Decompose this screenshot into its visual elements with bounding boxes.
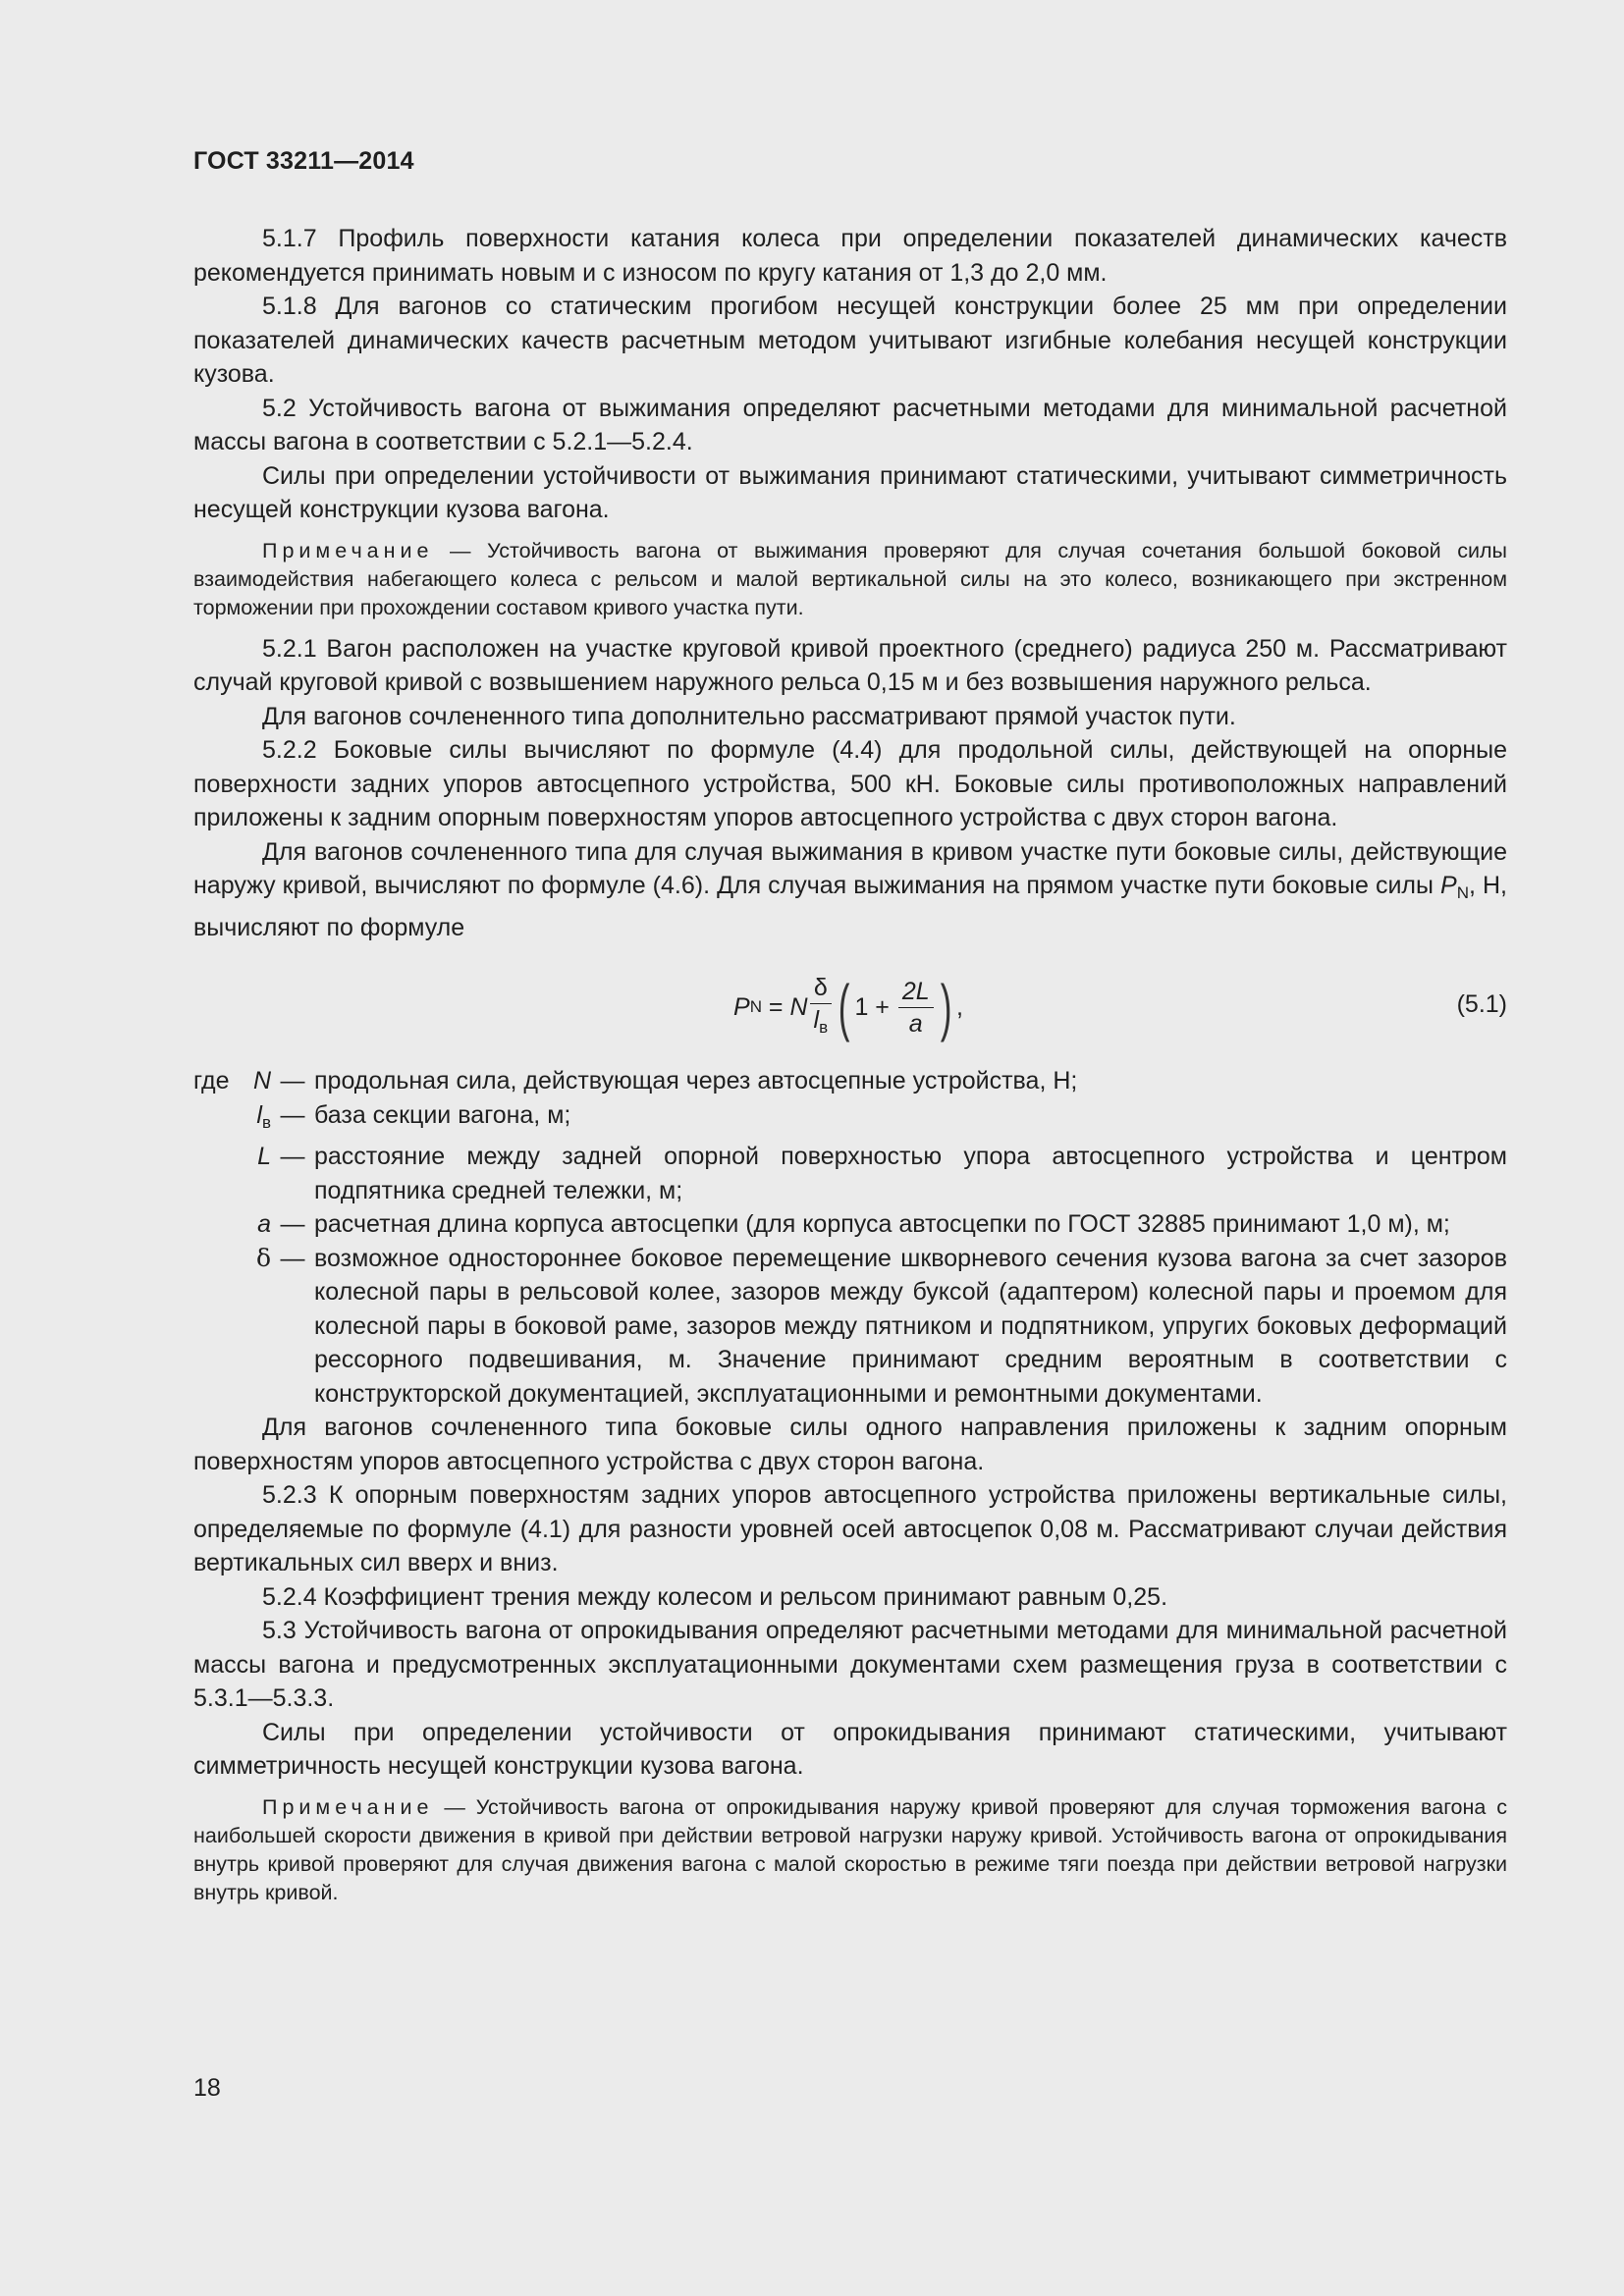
formula-trailing-comma: , bbox=[955, 992, 963, 1021]
where-item bbox=[193, 1064, 1507, 1098]
paragraph-5-1-7: 5.1.7 Профиль поверхности катания колеса при определении показателей динамических качеств рекомендуется принимать новым и с износом по кругу катания от 1,3 до 2,0 мм. bbox=[193, 225, 1507, 287]
paragraph-text-post: , Н, вычисляют по формуле bbox=[193, 872, 1507, 941]
paragraph-5-3: 5.3 Устойчивость вагона от опрокидывания определяют расчетными методами для минимальной расчетной массы вагона и предусмотренных эксплуатационными документами схем размещения груза в соответствии с 5.3.1—5.3.3. bbox=[193, 1617, 1507, 1712]
formula-lhs: P bbox=[733, 992, 750, 1021]
where-text: расчетная длина корпуса автосцепки (для корпуса автосцепки по ГОСТ 32885 принимают 1,0 м), м; bbox=[314, 1210, 1450, 1238]
symbol-l-subscript: в bbox=[819, 1017, 829, 1037]
formula-equals: = bbox=[761, 992, 790, 1021]
page-number: 18 bbox=[193, 2074, 221, 2102]
symbol-l: l bbox=[813, 1005, 820, 1034]
formula-fraction-delta-l bbox=[810, 974, 833, 1041]
paragraph-5-2-4: 5.2.4 Коэффициент трения между колесом и рельсом принимают равным 0,25. bbox=[262, 1582, 1168, 1611]
formula-expression bbox=[733, 958, 963, 1056]
note-2-label: Примечание bbox=[262, 1794, 434, 1819]
paragraph-5-1-8: 5.1.8 Для вагонов со статическим прогибом несущей конструкции более 25 мм при определении показателей динамических качеств расчетным методом учитывают изгибные колебания несущей конструкции кузова. bbox=[193, 293, 1507, 388]
where-item bbox=[193, 1207, 1507, 1242]
where-item bbox=[193, 1098, 1507, 1141]
note-1 bbox=[193, 537, 1507, 622]
where-lead: где bbox=[193, 1067, 230, 1095]
formula-5-1 bbox=[193, 958, 1507, 1056]
where-symbol-subscript: в bbox=[261, 1112, 271, 1132]
fraction-denominator: a bbox=[908, 1009, 923, 1038]
where-text: продольная сила, действующая через автосцепные устройства, Н; bbox=[314, 1067, 1078, 1095]
paragraph-5-2-2-articulated-forces: Для вагонов сочлененного типа боковые силы одного направления приложены к задним опорным поверхностям упоров автосцепного устройства с двух сторон вагона. bbox=[193, 1414, 1507, 1475]
paragraph-5-2-2-articulated bbox=[193, 835, 1507, 945]
document-code-header: ГОСТ 33211—2014 bbox=[193, 147, 414, 175]
where-text: возможное одностороннее боковое перемещение шкворневого сечения кузова вагона за счет зазоров колесной пары в рельсовой колее, зазоров между буксой (адаптером) колесной пары и проемом для колесной пары в боковой раме, зазоров между пятником и подпятником, упругих боковых деформаций рессорного подвешивания, м. Значение принимают средним вероятным в соответствии с конструкторской документацией, эксплуатационными и ремонтными документами. bbox=[314, 1244, 1507, 1408]
formula-fraction-2l-a bbox=[898, 978, 934, 1038]
where-text: база секции вагона, м; bbox=[314, 1100, 571, 1129]
formula-one-plus: 1 + bbox=[854, 992, 896, 1021]
formula-lhs-subscript: N bbox=[749, 996, 762, 1016]
right-parenthesis: ) bbox=[940, 972, 952, 1042]
symbol-subscript: N bbox=[1456, 883, 1469, 902]
where-item bbox=[193, 1140, 1507, 1207]
where-symbol-letter: l bbox=[256, 1100, 262, 1129]
paragraph-text: Для вагонов сочлененного типа для случая выжимания в кривом участке пути боковые силы, действующие наружу кривой, вычисляют по формуле (4.6). Для случая выжимания на прямом участке пути боковые силы bbox=[193, 837, 1507, 899]
left-parenthesis: ( bbox=[838, 972, 850, 1042]
where-symbol: δ bbox=[255, 1243, 271, 1272]
fraction-denominator bbox=[810, 1004, 833, 1041]
note-1-text: — Устойчивость вагона от выжимания проверяют для случая сочетания большой боковой силы взаимодействия набегающего колеса с рельсом и малой вертикальной силы на это колесо, возникающего при экстренном торможении при прохождении составом кривого участка пути. bbox=[193, 538, 1507, 619]
where-symbol: a bbox=[257, 1210, 271, 1238]
note-2-text: — Устойчивость вагона от опрокидывания наружу кривой проверяют для случая торможения вагона с наибольшей скорости движения в кривой при действии ветровой нагрузки наружу кривой. Устойчивость вагона от опрокидывания внутрь кривой проверяют для случая движения вагона с малой скоростью в режиме тяги поезда при действии ветровой нагрузки внутрь кривой. bbox=[193, 1794, 1507, 1904]
paragraph-5-2-3: 5.2.3 К опорным поверхностям задних упоров автосцепного устройства приложены вертикальные силы, определяемые по формуле (4.1) для разности уровней осей автосцепок 0,08 м. Рассматривают случаи действия вертикальных сил вверх и вниз. bbox=[193, 1481, 1507, 1576]
where-dash: — bbox=[280, 1143, 305, 1170]
paragraph-5-2-forces: Силы при определении устойчивости от выжимания принимают статическими, учитывают симметричность несущей конструкции кузова вагона. bbox=[193, 461, 1507, 523]
where-dash: — bbox=[280, 1100, 305, 1129]
where-symbol bbox=[246, 1098, 271, 1141]
where-dash: — bbox=[280, 1244, 305, 1272]
formula-n: N bbox=[789, 992, 808, 1021]
paragraph-5-3-forces: Силы при определении устойчивости от опрокидывания принимают статическими, учитывают симметричность несущей конструкции кузова вагона. bbox=[193, 1718, 1507, 1780]
where-symbol: L bbox=[257, 1143, 271, 1170]
paragraph-5-2: 5.2 Устойчивость вагона от выжимания определяют расчетными методами для минимальной расчетной массы вагона в соответствии с 5.2.1—5.2.4. bbox=[193, 394, 1507, 455]
where-dash: — bbox=[280, 1210, 305, 1238]
formula-number: (5.1) bbox=[1456, 990, 1507, 1018]
fraction-numerator: 2L bbox=[901, 977, 930, 1005]
fraction-numerator: δ bbox=[813, 973, 828, 1001]
paragraph-5-2-2: 5.2.2 Боковые силы вычисляют по формуле (4.4) для продольной силы, действующей на опорные поверхности задних упоров автосцепного устройства, 500 кН. Боковые силы противоположных направлений приложены к задним опорным поверхностям упоров автосцепного устройства с двух сторон вагона. bbox=[193, 736, 1507, 831]
paragraph-5-2-1: 5.2.1 Вагон расположен на участке круговой кривой проектного (среднего) радиуса 250 м. Рассматривают случай круговой кривой с возвышением наружного рельса 0,15 м и без возвышения наружного рельса. bbox=[193, 634, 1507, 696]
paragraph-5-2-1-articulated: Для вагонов сочлененного типа дополнительно рассматривают прямой участок пути. bbox=[262, 702, 1236, 730]
document-body bbox=[193, 222, 1507, 1917]
symbol-p: P bbox=[1440, 872, 1457, 899]
note-2 bbox=[193, 1793, 1507, 1907]
where-list bbox=[193, 1064, 1507, 1411]
where-symbol: N bbox=[252, 1067, 271, 1095]
where-text: расстояние между задней опорной поверхностью упора автосцепного устройства и центром подпятника средней тележки, м; bbox=[314, 1143, 1507, 1204]
where-item bbox=[193, 1242, 1507, 1412]
where-dash: — bbox=[280, 1067, 305, 1095]
note-1-label: Примечание bbox=[262, 538, 434, 562]
